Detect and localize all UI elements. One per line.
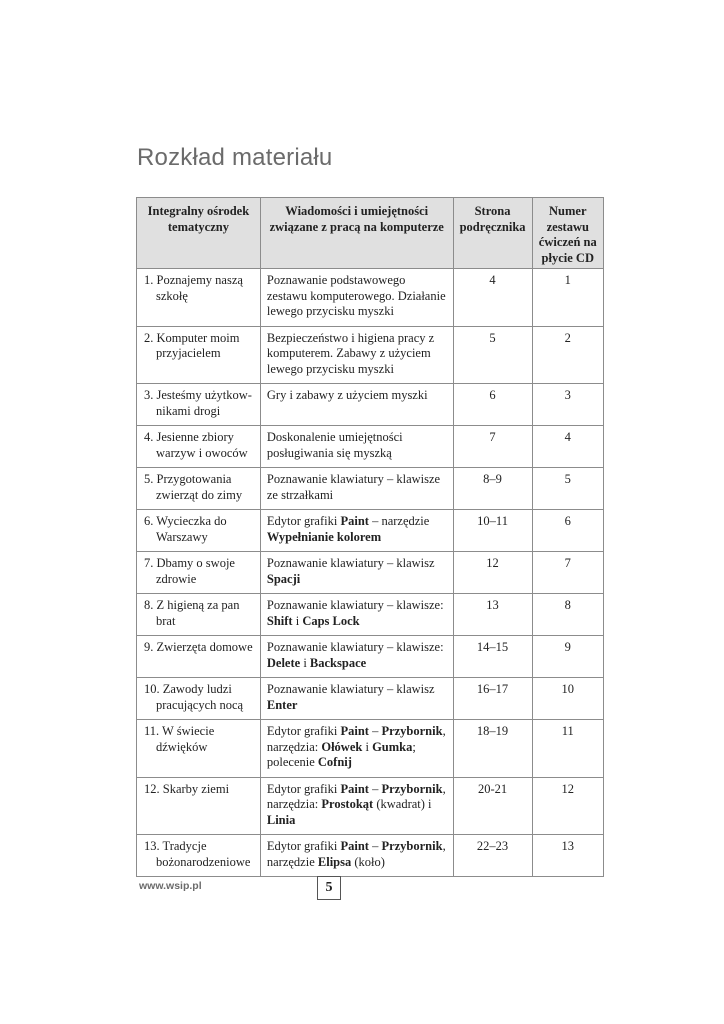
topic-cell [137,552,261,594]
materials-table [136,197,604,877]
page-cell: 18–19 [453,720,532,778]
page-cell: 7 [453,426,532,468]
table-row [137,468,604,510]
cd-cell: 5 [532,468,603,510]
skills-text: – [368,781,382,796]
skills-bold-term: Przybornik [381,724,443,738]
cd-cell: 13 [532,835,603,877]
skills-text: Edytor grafiki [266,781,341,796]
skills-bold-term: Paint [340,514,369,528]
skills-text: Doskonalenie umiejętności posługiwania się myszką [266,430,403,460]
topic-line-2: szkołę [156,288,188,303]
skills-cell [260,326,453,384]
page-cell: 6 [453,384,532,426]
skills-cell [260,777,453,835]
topic-line-1: 11. W świecie [144,724,215,738]
skills-cell [260,678,453,720]
skills-text: Gry i zabawy z użyciem myszki [266,388,428,402]
cd-cell: 3 [532,384,603,426]
skills-text: Poznawanie klawiatury – klawisze ze strzałkami [266,472,441,502]
topic-line-1: 4. Jesienne zbiory [144,430,234,444]
skills-text: i [292,613,303,628]
topic-cell [137,326,261,384]
topic-line-1: 10. Zawody ludzi [144,682,232,696]
header-topic: Integralny ośrodek tematyczny [137,198,261,269]
skills-bold-term: Linia [266,812,296,827]
table-header-row [137,198,604,269]
skills-bold-term: Paint [340,781,369,796]
skills-text: Edytor grafiki [266,839,341,853]
table-row [137,678,604,720]
topic-cell [137,468,261,510]
cd-cell: 12 [532,777,603,835]
topic-line-1: 13. Tradycje [144,839,207,853]
topic-cell [137,594,261,636]
cd-cell: 4 [532,426,603,468]
cd-cell: 10 [532,678,603,720]
table-row [137,720,604,778]
skills-bold-term: Gumka [372,739,413,754]
table-row [137,777,604,835]
skills-text: Poznawanie klawiatury – klawisz [266,556,435,570]
cd-cell: 7 [532,552,603,594]
table-row [137,636,604,678]
topic-line-2: warzyw i owoców [156,445,248,460]
page-cell: 20-21 [453,777,532,835]
topic-line-1: 12. Skarby ziemi [144,781,230,796]
topic-line-1: 3. Jesteśmy użytkow- [144,388,252,402]
skills-bold-term: Enter [266,697,298,712]
table-row [137,384,604,426]
skills-cell [260,468,453,510]
skills-text: , narzędzia: [266,781,446,811]
topic-cell [137,720,261,778]
skills-text: , narzędzia: [266,724,446,754]
table-row [137,269,604,327]
skills-text: (kwadrat) i [373,797,432,811]
skills-bold-term: Cofnij [317,755,352,769]
skills-text: , narzędzie [266,839,446,869]
page-cell: 12 [453,552,532,594]
topic-cell [137,835,261,877]
page-cell: 8–9 [453,468,532,510]
header-skills: Wiadomości i umiejętności związane z pracą na komputerze [260,198,453,269]
topic-line-2: pracujących nocą [156,697,244,712]
skills-text: (koło) [351,854,385,869]
skills-text: Poznawanie klawiatury – klawisze: [266,598,444,612]
skills-text: – narzędzie [368,514,430,528]
topic-line-2: Warszawy [156,529,208,544]
skills-text: Edytor grafiki [266,514,341,528]
table-body [137,269,604,877]
cd-cell: 8 [532,594,603,636]
topic-line-2: przyjacielem [156,346,221,360]
skills-text: ; polecenie [266,739,416,769]
topic-line-2: zdrowie [156,571,197,586]
table-row [137,552,604,594]
topic-line-1: 1. Poznajemy naszą [144,273,243,287]
cd-cell: 1 [532,269,603,327]
skills-cell [260,835,453,877]
skills-cell [260,269,453,327]
skills-bold-term: Paint [340,724,369,738]
skills-text: – [368,724,382,738]
skills-text: Poznawanie podstawowego zestawu komputerowego. Działanie lewego przycisku myszki [266,273,446,318]
table-row [137,594,604,636]
skills-bold-term: Elipsa [317,854,352,869]
cd-cell: 9 [532,636,603,678]
topic-line-1: 8. Z higieną za pan [144,598,240,612]
header-page: Strona podręcznika [453,198,532,269]
topic-line-2: bożonarodzeniowe [156,854,251,869]
page-number: 5 [317,876,341,900]
topic-line-1: 7. Dbamy o swoje [144,556,235,570]
header-cd: Numer zestawu ćwiczeń na płycie CD [532,198,603,269]
skills-cell [260,720,453,778]
page-title: Rozkład materiału [137,144,333,171]
skills-text: Edytor grafiki [266,724,341,738]
topic-line-2: brat [156,613,176,628]
skills-cell [260,594,453,636]
page-cell: 22–23 [453,835,532,877]
skills-bold-term: Ołówek [321,739,363,754]
skills-bold-term: Prostokąt [321,797,374,811]
topic-line-2: dźwięków [156,739,208,754]
topic-line-2: zwierząt do zimy [156,487,243,502]
skills-text: Poznawanie klawiatury – klawisze: [266,640,444,654]
skills-text: i [300,655,310,670]
skills-bold-term: Spacji [266,571,301,586]
topic-line-2: nikami drogi [156,403,221,418]
skills-cell [260,426,453,468]
page-cell: 13 [453,594,532,636]
footer-url: www.wsip.pl [139,880,202,892]
skills-bold-term: Przybornik [381,839,443,853]
page-cell: 10–11 [453,510,532,552]
skills-text: – [368,839,382,853]
skills-cell [260,384,453,426]
skills-bold-term: Przybornik [381,781,443,796]
page-cell: 16–17 [453,678,532,720]
topic-cell [137,777,261,835]
topic-line-1: 5. Przygotowania [144,472,232,486]
skills-text: Poznawanie klawiatury – klawisz [266,682,435,696]
skills-text: i [362,739,373,754]
skills-cell [260,552,453,594]
skills-bold-term: Paint [340,839,369,853]
skills-bold-term: Backspace [309,655,367,670]
page-cell: 5 [453,326,532,384]
topic-line-1: 6. Wycieczka do [144,514,227,528]
cd-cell: 6 [532,510,603,552]
skills-bold-term: Caps Lock [302,613,360,628]
skills-cell [260,510,453,552]
topic-line-1: 2. Komputer moim [144,330,240,345]
topic-cell [137,510,261,552]
topic-cell [137,678,261,720]
topic-cell [137,269,261,327]
topic-cell [137,384,261,426]
table-row [137,835,604,877]
skills-text: Bezpieczeństwo i higiena pracy z komputerem. Zabawy z użyciem lewego przycisku myszki [266,330,435,376]
skills-bold-term: Delete [266,655,301,670]
skills-bold-term: Shift [266,613,293,628]
table-row [137,510,604,552]
page-cell: 4 [453,269,532,327]
cd-cell: 2 [532,326,603,384]
table-row [137,326,604,384]
topic-line-1: 9. Zwierzęta domowe [144,640,253,654]
page-cell: 14–15 [453,636,532,678]
table-row [137,426,604,468]
topic-cell [137,636,261,678]
topic-cell [137,426,261,468]
skills-cell [260,636,453,678]
cd-cell: 11 [532,720,603,778]
skills-bold-term: Wypełnianie kolorem [266,529,382,544]
